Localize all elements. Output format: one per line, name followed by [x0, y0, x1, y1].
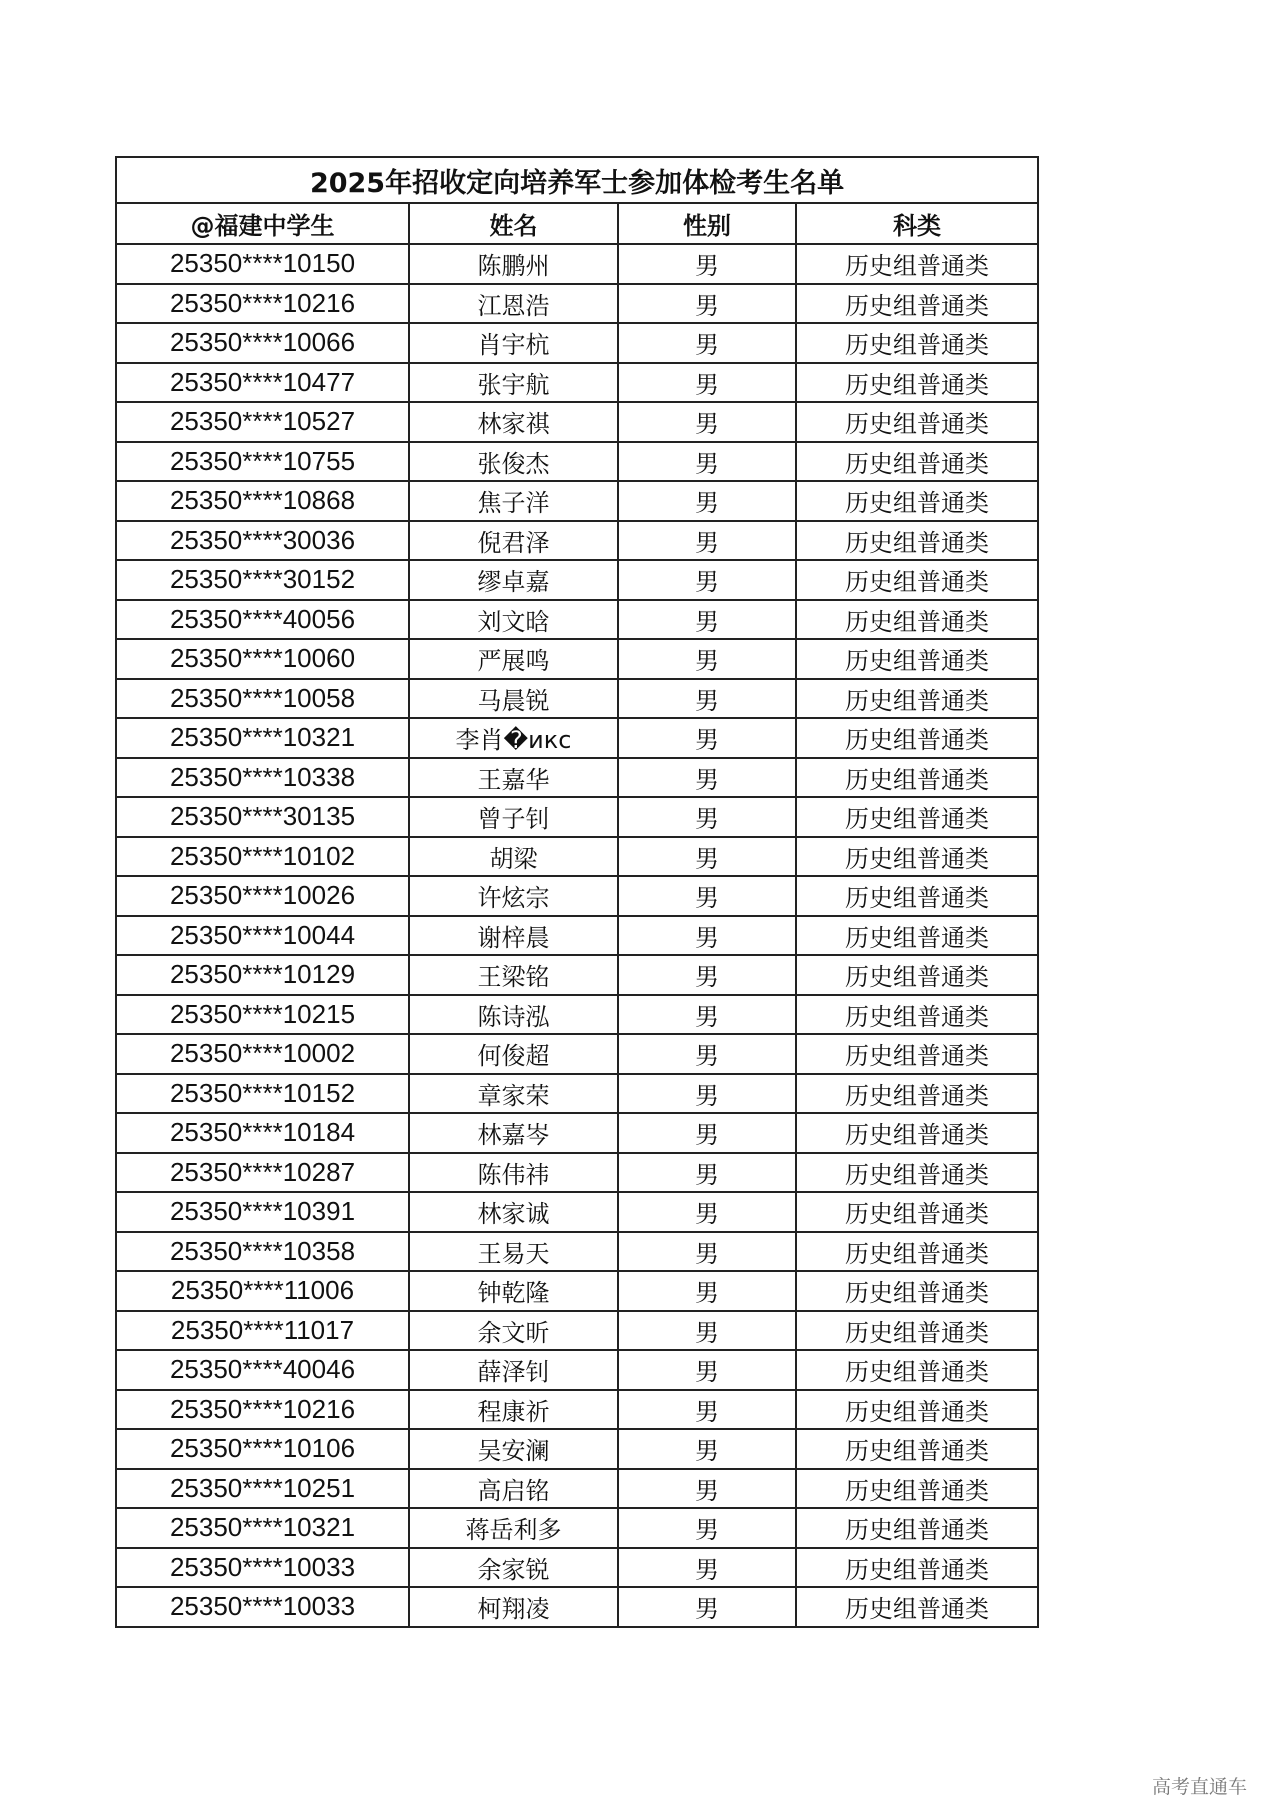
cell-gender: 男 [618, 402, 796, 442]
cell-id: 25350****40056 [116, 600, 409, 640]
cell-category: 历史组普通类 [796, 837, 1038, 877]
cell-category: 历史组普通类 [796, 521, 1038, 561]
table-row [116, 244, 1038, 284]
cell-id: 25350****10391 [116, 1192, 409, 1232]
cell-gender: 男 [618, 1350, 796, 1390]
table-row [116, 1311, 1038, 1351]
cell-name: 王易天 [409, 1232, 618, 1272]
cell-id: 25350****10338 [116, 758, 409, 798]
cell-gender: 男 [618, 521, 796, 561]
table-row [116, 955, 1038, 995]
cell-gender: 男 [618, 639, 796, 679]
cell-id: 25350****10216 [116, 1390, 409, 1430]
table-row [116, 876, 1038, 916]
cell-id: 25350****10033 [116, 1587, 409, 1627]
candidate-list-table [115, 156, 1039, 1628]
header-name: 姓名 [409, 203, 618, 244]
cell-id: 25350****10358 [116, 1232, 409, 1272]
cell-gender: 男 [618, 718, 796, 758]
cell-name: 薛泽钊 [409, 1350, 618, 1390]
cell-name: 余家锐 [409, 1548, 618, 1588]
cell-id: 25350****10002 [116, 1034, 409, 1074]
cell-category: 历史组普通类 [796, 1192, 1038, 1232]
watermark: 高考直通车 [1152, 1776, 1248, 1798]
cell-gender: 男 [618, 244, 796, 284]
cell-name: 林家祺 [409, 402, 618, 442]
table-row [116, 363, 1038, 403]
cell-category: 历史组普通类 [796, 600, 1038, 640]
cell-category: 历史组普通类 [796, 284, 1038, 324]
cell-gender: 男 [618, 955, 796, 995]
cell-gender: 男 [618, 1429, 796, 1469]
cell-id: 25350****30135 [116, 797, 409, 837]
table-row [116, 718, 1038, 758]
cell-id: 25350****10477 [116, 363, 409, 403]
cell-name: 严展鸣 [409, 639, 618, 679]
table-row [116, 600, 1038, 640]
cell-id: 25350****10102 [116, 837, 409, 877]
cell-category: 历史组普通类 [796, 916, 1038, 956]
cell-category: 历史组普通类 [796, 1113, 1038, 1153]
cell-category: 历史组普通类 [796, 758, 1038, 798]
table-row [116, 481, 1038, 521]
cell-name: 章家荣 [409, 1074, 618, 1114]
table-row [116, 758, 1038, 798]
cell-gender: 男 [618, 995, 796, 1035]
cell-name: 李肖�икс [409, 718, 618, 758]
cell-id: 25350****10287 [116, 1153, 409, 1193]
cell-category: 历史组普通类 [796, 363, 1038, 403]
table-row [116, 995, 1038, 1035]
table-row [116, 679, 1038, 719]
cell-category: 历史组普通类 [796, 1548, 1038, 1588]
cell-gender: 男 [618, 1469, 796, 1509]
cell-name: 陈诗泓 [409, 995, 618, 1035]
cell-category: 历史组普通类 [796, 244, 1038, 284]
cell-gender: 男 [618, 1232, 796, 1272]
cell-id: 25350****11006 [116, 1271, 409, 1311]
table-row [116, 560, 1038, 600]
table-row [116, 1508, 1038, 1548]
cell-id: 25350****10066 [116, 323, 409, 363]
cell-name: 肖宇杭 [409, 323, 618, 363]
table-row [116, 1271, 1038, 1311]
cell-category: 历史组普通类 [796, 1034, 1038, 1074]
cell-category: 历史组普通类 [796, 1390, 1038, 1430]
cell-gender: 男 [618, 1192, 796, 1232]
cell-id: 25350****10527 [116, 402, 409, 442]
cell-id: 25350****10184 [116, 1113, 409, 1153]
cell-gender: 男 [618, 916, 796, 956]
cell-category: 历史组普通类 [796, 402, 1038, 442]
cell-gender: 男 [618, 284, 796, 324]
cell-name: 缪卓嘉 [409, 560, 618, 600]
cell-gender: 男 [618, 1113, 796, 1153]
cell-name: 林家诚 [409, 1192, 618, 1232]
table-row [116, 1548, 1038, 1588]
cell-gender: 男 [618, 1587, 796, 1627]
cell-name: 张俊杰 [409, 442, 618, 482]
cell-gender: 男 [618, 1153, 796, 1193]
header-category: 科类 [796, 203, 1038, 244]
cell-category: 历史组普通类 [796, 1429, 1038, 1469]
table-row [116, 1232, 1038, 1272]
cell-category: 历史组普通类 [796, 560, 1038, 600]
cell-name: 倪君泽 [409, 521, 618, 561]
cell-gender: 男 [618, 323, 796, 363]
cell-category: 历史组普通类 [796, 1350, 1038, 1390]
cell-id: 25350****10150 [116, 244, 409, 284]
table-row [116, 1587, 1038, 1627]
cell-category: 历史组普通类 [796, 481, 1038, 521]
cell-name: 刘文晗 [409, 600, 618, 640]
cell-gender: 男 [618, 1508, 796, 1548]
cell-name: 谢梓晨 [409, 916, 618, 956]
cell-id: 25350****10216 [116, 284, 409, 324]
cell-category: 历史组普通类 [796, 1232, 1038, 1272]
table-title: 2025年招收定向培养军士参加体检考生名单 [116, 157, 1038, 203]
table-row [116, 916, 1038, 956]
table-row [116, 521, 1038, 561]
cell-gender: 男 [618, 758, 796, 798]
cell-name: 曾子钊 [409, 797, 618, 837]
cell-gender: 男 [618, 442, 796, 482]
cell-name: 余文昕 [409, 1311, 618, 1351]
cell-id: 25350****40046 [116, 1350, 409, 1390]
cell-gender: 男 [618, 600, 796, 640]
table-row [116, 837, 1038, 877]
cell-id: 25350****10321 [116, 718, 409, 758]
cell-category: 历史组普通类 [796, 1587, 1038, 1627]
table-row [116, 1074, 1038, 1114]
cell-gender: 男 [618, 876, 796, 916]
cell-id: 25350****10755 [116, 442, 409, 482]
cell-gender: 男 [618, 837, 796, 877]
cell-category: 历史组普通类 [796, 1153, 1038, 1193]
cell-category: 历史组普通类 [796, 1074, 1038, 1114]
cell-gender: 男 [618, 1548, 796, 1588]
table-row [116, 1113, 1038, 1153]
cell-id: 25350****10058 [116, 679, 409, 719]
cell-category: 历史组普通类 [796, 876, 1038, 916]
cell-name: 许炫宗 [409, 876, 618, 916]
cell-gender: 男 [618, 1390, 796, 1430]
cell-id: 25350****30036 [116, 521, 409, 561]
cell-gender: 男 [618, 1271, 796, 1311]
cell-id: 25350****10060 [116, 639, 409, 679]
cell-name: 林嘉岑 [409, 1113, 618, 1153]
table-row [116, 1390, 1038, 1430]
cell-gender: 男 [618, 1034, 796, 1074]
cell-category: 历史组普通类 [796, 1271, 1038, 1311]
table-row [116, 402, 1038, 442]
table-row [116, 1429, 1038, 1469]
cell-category: 历史组普通类 [796, 1469, 1038, 1509]
cell-name: 江恩浩 [409, 284, 618, 324]
cell-gender: 男 [618, 1311, 796, 1351]
cell-id: 25350****10033 [116, 1548, 409, 1588]
cell-id: 25350****10868 [116, 481, 409, 521]
cell-id: 25350****10026 [116, 876, 409, 916]
cell-category: 历史组普通类 [796, 679, 1038, 719]
table-row [116, 1469, 1038, 1509]
cell-id: 25350****10129 [116, 955, 409, 995]
cell-gender: 男 [618, 481, 796, 521]
cell-name: 吴安澜 [409, 1429, 618, 1469]
cell-id: 25350****11017 [116, 1311, 409, 1351]
cell-category: 历史组普通类 [796, 639, 1038, 679]
cell-name: 蒋岳利多 [409, 1508, 618, 1548]
cell-name: 陈鹏州 [409, 244, 618, 284]
cell-name: 柯翔凌 [409, 1587, 618, 1627]
cell-id: 25350****30152 [116, 560, 409, 600]
cell-category: 历史组普通类 [796, 797, 1038, 837]
cell-name: 王梁铭 [409, 955, 618, 995]
cell-gender: 男 [618, 363, 796, 403]
cell-id: 25350****10321 [116, 1508, 409, 1548]
cell-category: 历史组普通类 [796, 323, 1038, 363]
table-row [116, 797, 1038, 837]
cell-gender: 男 [618, 1074, 796, 1114]
cell-category: 历史组普通类 [796, 995, 1038, 1035]
header-gender: 性别 [618, 203, 796, 244]
cell-name: 焦子洋 [409, 481, 618, 521]
cell-category: 历史组普通类 [796, 718, 1038, 758]
cell-name: 张宇航 [409, 363, 618, 403]
table-row [116, 1192, 1038, 1232]
cell-gender: 男 [618, 560, 796, 600]
table-row [116, 1034, 1038, 1074]
cell-name: 程康祈 [409, 1390, 618, 1430]
cell-category: 历史组普通类 [796, 442, 1038, 482]
cell-id: 25350****10106 [116, 1429, 409, 1469]
cell-category: 历史组普通类 [796, 955, 1038, 995]
cell-id: 25350****10215 [116, 995, 409, 1035]
table-row [116, 323, 1038, 363]
cell-name: 王嘉华 [409, 758, 618, 798]
cell-name: 高启铭 [409, 1469, 618, 1509]
cell-gender: 男 [618, 679, 796, 719]
cell-name: 何俊超 [409, 1034, 618, 1074]
cell-category: 历史组普通类 [796, 1508, 1038, 1548]
cell-id: 25350****10044 [116, 916, 409, 956]
cell-id: 25350****10152 [116, 1074, 409, 1114]
cell-name: 陈伟祎 [409, 1153, 618, 1193]
cell-gender: 男 [618, 797, 796, 837]
cell-name: 钟乾隆 [409, 1271, 618, 1311]
table-row [116, 1350, 1038, 1390]
cell-name: 胡梁 [409, 837, 618, 877]
cell-category: 历史组普通类 [796, 1311, 1038, 1351]
cell-id: 25350****10251 [116, 1469, 409, 1509]
cell-name: 马晨锐 [409, 679, 618, 719]
table-row [116, 639, 1038, 679]
table-row [116, 442, 1038, 482]
table-row [116, 284, 1038, 324]
header-id: @福建中学生 [116, 203, 409, 244]
table-row [116, 1153, 1038, 1193]
